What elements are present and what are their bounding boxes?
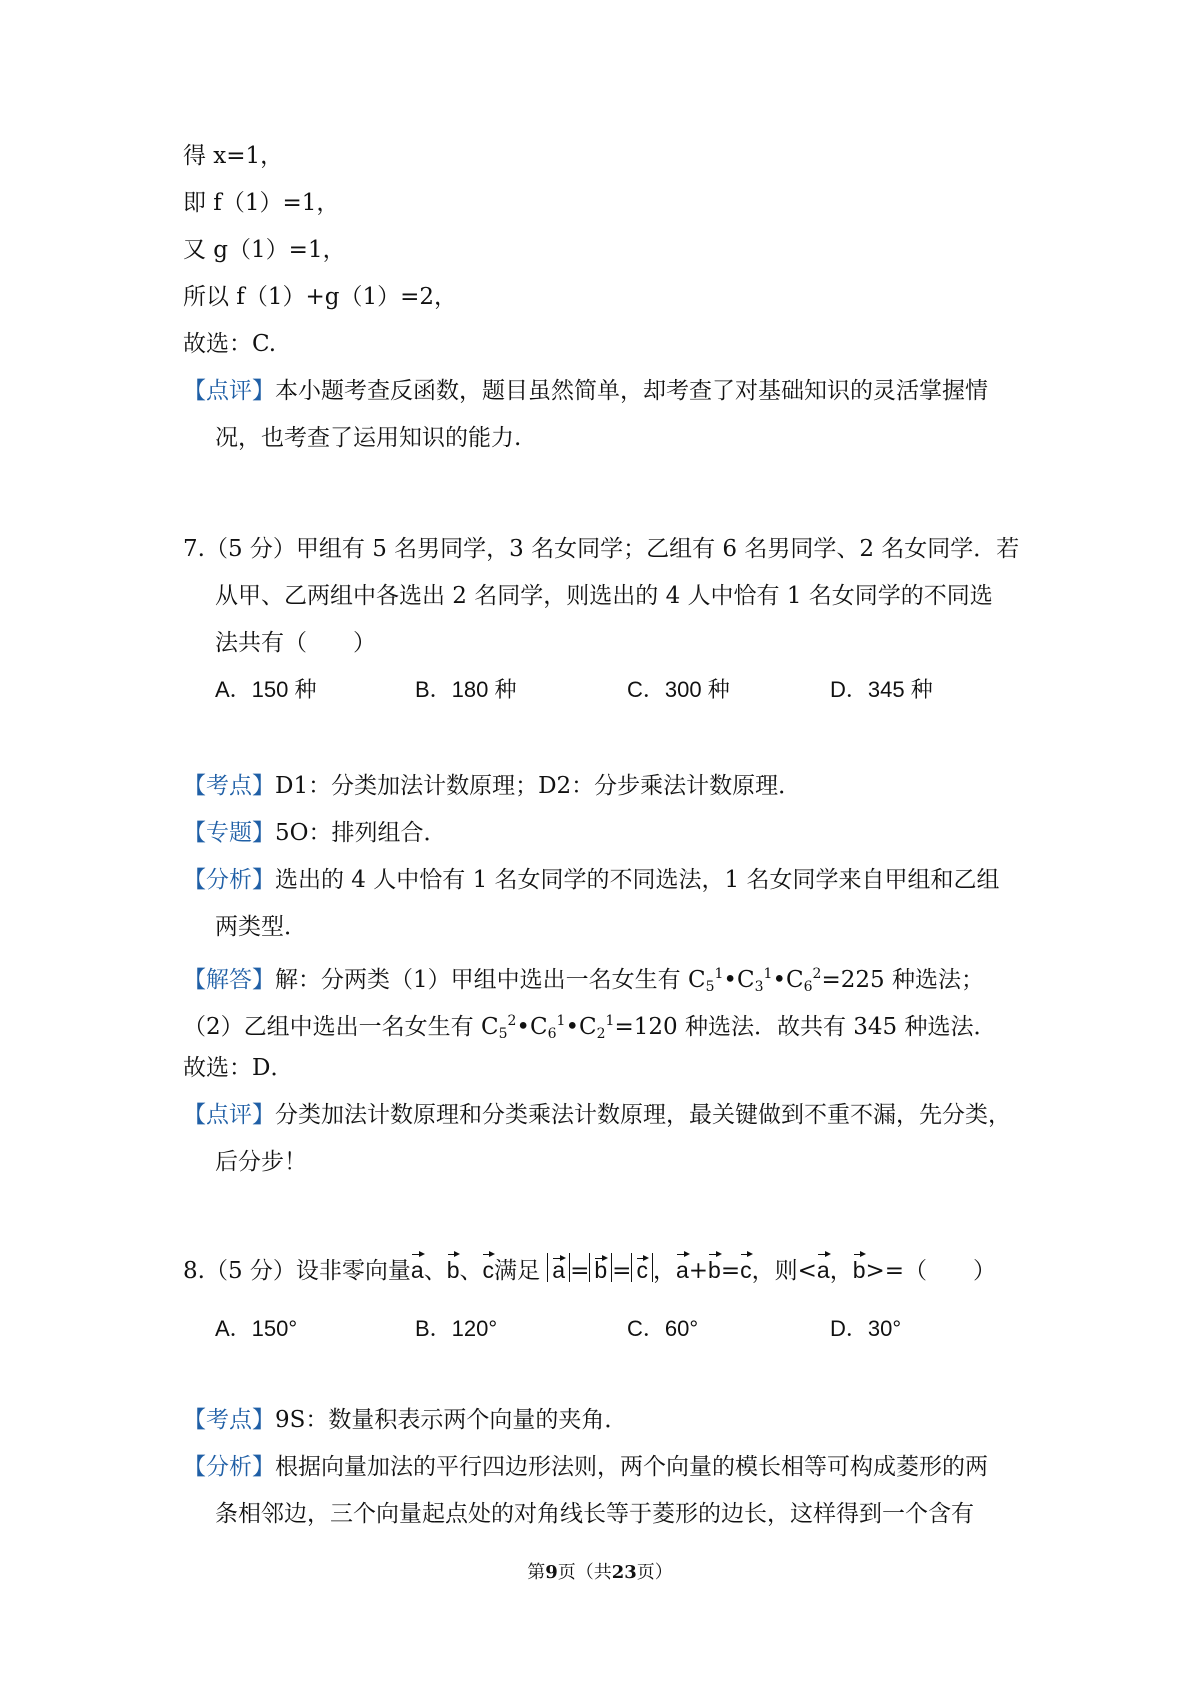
kaodian-line bbox=[183, 1405, 627, 1435]
option-d: D．30° bbox=[830, 1316, 902, 1341]
solution-line: 得 x=1， bbox=[183, 143, 284, 169]
option-c: C．60° bbox=[627, 1316, 699, 1341]
kaodian-tag: 【考点】 bbox=[183, 773, 275, 799]
page-footer: 第9页（共23页） bbox=[527, 1562, 673, 1583]
kaodian-tag: 【考点】 bbox=[183, 1407, 275, 1433]
question-7-stem: 法共有（ ） bbox=[215, 630, 376, 656]
comment-line bbox=[183, 376, 988, 406]
angle-bracket-right: > bbox=[865, 1258, 885, 1284]
jieda-tag: 【解答】 bbox=[183, 967, 275, 993]
question-8-stem: 8.（5 分）设非零向量a、b、c满足 a = b = c ，a+b=c，则<a，b>=（ ） bbox=[183, 1249, 996, 1286]
page-total: 23 bbox=[611, 1562, 637, 1583]
kaodian-text: 9S：数量积表示两个向量的夹角． bbox=[275, 1407, 628, 1433]
jieda-text: （2）乙组中选出一名女生有 bbox=[183, 1014, 481, 1040]
combination-term: $C_5^2•C_6^1•C_2^1$ bbox=[480, 1013, 615, 1042]
kaodian-text: D1：分类加法计数原理；D2：分步乘法计数原理． bbox=[275, 773, 802, 799]
solution-line: 又 g（1）=1， bbox=[183, 237, 346, 263]
jieda-text: =120 种选法．故共有 345 种选法． bbox=[614, 1014, 997, 1040]
comment-line: 况，也考查了运用知识的能力. bbox=[215, 425, 522, 451]
option-d: D．345 种 bbox=[830, 677, 933, 702]
solution-line: 即 f（1）=1， bbox=[183, 190, 340, 216]
vector-c: c bbox=[482, 1249, 494, 1285]
zhuanti-tag: 【专题】 bbox=[183, 820, 275, 846]
vector-b: b bbox=[447, 1249, 460, 1285]
kaodian-line bbox=[183, 771, 801, 801]
magnitude-b: b bbox=[589, 1253, 612, 1282]
zhuanti-text: 5O：排列组合． bbox=[275, 820, 447, 846]
option-c: C．300 种 bbox=[627, 677, 730, 702]
dianping-text: 分类加法计数原理和分类乘法计数原理，最关键做到不重不漏，先分类， bbox=[275, 1102, 1011, 1128]
fenxi-text: 根据向量加法的平行四边形法则，两个向量的模长相等可构成菱形的两 bbox=[275, 1454, 988, 1480]
jieda-line bbox=[183, 959, 984, 1002]
fenxi-line: 条相邻边，三个向量起点处的对角线长等于菱形的边长，这样得到一个含有 bbox=[215, 1501, 974, 1527]
fenxi-line bbox=[183, 865, 999, 895]
fenxi-line bbox=[183, 1452, 988, 1482]
fenxi-text: 选出的 4 人中恰有 1 名女同学的不同选法，1 名女同学来自甲组和乙组 bbox=[275, 867, 1000, 893]
zhuanti-line bbox=[183, 818, 447, 848]
dianping-line bbox=[183, 1100, 1011, 1130]
jieda-text: =225 种选法； bbox=[821, 967, 984, 993]
question-7-stem: 从甲、乙两组中各选出 2 名同学，则选出的 4 人中恰有 1 名女同学的不同选 bbox=[215, 583, 993, 609]
vector-a: a bbox=[411, 1249, 424, 1285]
question-7-stem: 7.（5 分）甲组有 5 名男同学，3 名女同学；乙组有 6 名男同学、2 名女同学．若 bbox=[183, 536, 1020, 562]
option-b: B．120° bbox=[415, 1316, 498, 1341]
jieda-text: 解：分两类（1）甲组中选出一名女生有 bbox=[275, 967, 688, 993]
magnitude-c: c bbox=[631, 1253, 653, 1282]
comment-tag: 【点评】 bbox=[183, 378, 275, 404]
fenxi-tag: 【分析】 bbox=[183, 867, 275, 893]
option-b: B．180 种 bbox=[415, 677, 517, 702]
answer-line: 故选：D． bbox=[183, 1055, 294, 1081]
option-a: A．150 种 bbox=[215, 677, 317, 702]
page-number: 9 bbox=[545, 1562, 558, 1583]
jieda-line bbox=[183, 1006, 996, 1049]
combination-term: $C_5^1•C_3^1•C_6^2$ bbox=[687, 966, 822, 995]
solution-line: 所以 f（1）+g（1）=2， bbox=[183, 284, 457, 310]
option-a: A．150° bbox=[215, 1316, 298, 1341]
fenxi-line: 两类型． bbox=[215, 914, 307, 940]
dianping-line: 后分步！ bbox=[215, 1149, 307, 1175]
angle-bracket-left: < bbox=[797, 1258, 817, 1284]
dianping-tag: 【点评】 bbox=[183, 1102, 275, 1128]
comment-text: 本小题考查反函数，题目虽然简单，却考查了对基础知识的灵活掌握情 bbox=[275, 378, 988, 404]
solution-line: 故选：C. bbox=[183, 331, 277, 357]
magnitude-a: a bbox=[547, 1253, 570, 1282]
fenxi-tag: 【分析】 bbox=[183, 1454, 275, 1480]
